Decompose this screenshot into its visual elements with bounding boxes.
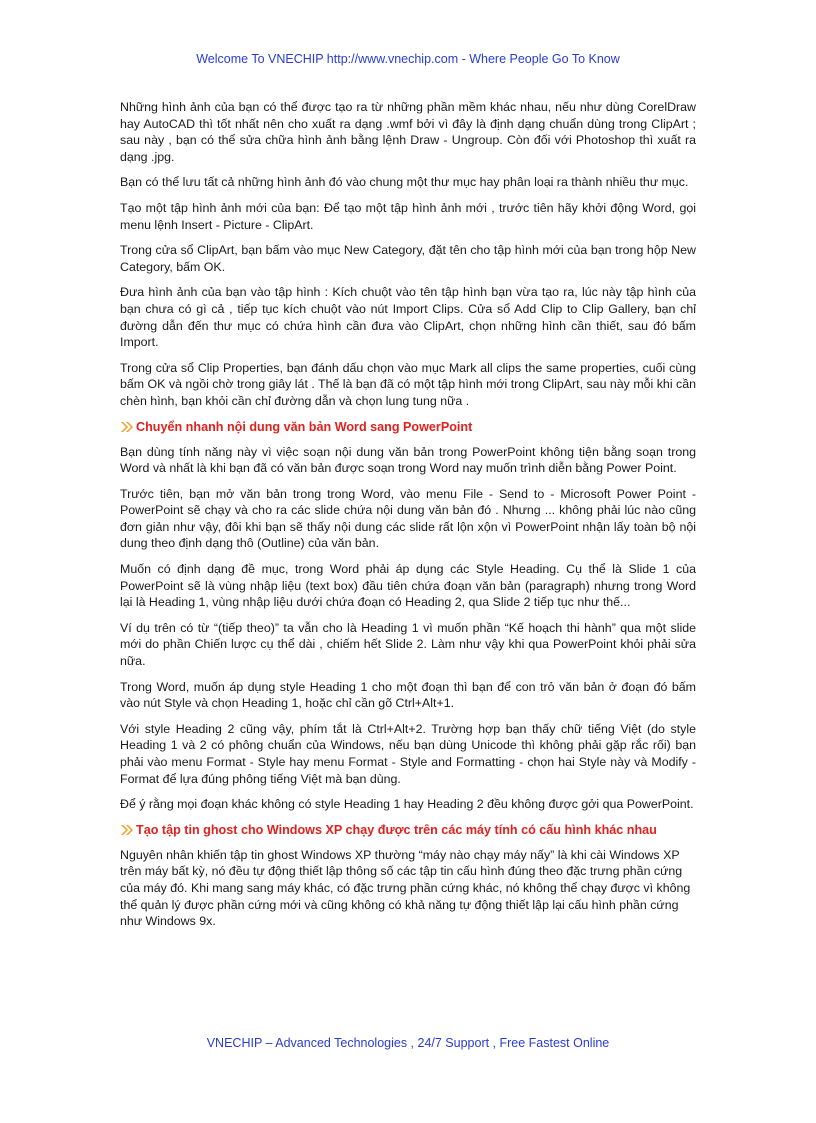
paragraph: Trước tiên, bạn mở văn bản trong trong Word, vào menu File - Send to - Microsoft Power Point - PowerPoint sẽ chạy và cho ra các slide chứa nội dung văn bản đó . Nhưng ... không phải lúc nào cũng đơn giản như vậy, đôi khi bạn sẽ thấy nội dung các slide rất lộn xộn vì PowerPoint nhận lấy toàn bộ nội dung theo định dạng thô (Outline) của văn bản. xyxy=(120,486,696,551)
section-heading-text: Tạo tập tin ghost cho Windows XP chạy được trên các máy tính có cấu hình khác nhau xyxy=(136,822,657,837)
paragraph: Trong cửa sổ ClipArt, bạn bấm vào mục New Category, đặt tên cho tập hình mới của bạn trong hộp New Category, bấm OK. xyxy=(120,243,696,274)
section-heading-text: Chuyển nhanh nội dung văn bản Word sang PowerPoint xyxy=(136,419,473,434)
paragraph: Trong Word, muốn áp dụng style Heading 1 cho một đoạn thì bạn để con trỏ văn bản ở đoạn đó bấm vào nút Style và chọn Heading 1, hoặc chỉ cần gõ Ctrl+Alt+1. xyxy=(120,679,696,711)
double-chevron-right-icon xyxy=(120,824,134,836)
double-chevron-right-icon xyxy=(120,421,134,433)
paragraph: Tạo một tập hình ảnh mới của bạn: Để tạo một tập hình ảnh mới , trước tiên hãy khởi động Word, gọi menu lệnh Insert - Picture - ClipArt. xyxy=(120,200,696,232)
paragraph: Đưa hình ảnh của bạn vào tập hình : Kích chuột vào tên tập hình bạn vừa tạo ra, lúc này tập hình của bạn chưa có gì cả , tiếp tục kích chuột vào nút Import Clips. Cửa sổ Add Clip to Clip Gallery, bạn chỉ đường dẫn đến thư mục có chứa hình cần đưa vào ClipArt, chọn những hình cần thiết, sau đó bấm Import. xyxy=(120,285,696,350)
paragraph: Để ý rằng mọi đoạn khác không có style Heading 1 hay Heading 2 đều không được gởi qua PowerPoint. xyxy=(120,797,694,812)
document-body xyxy=(120,99,696,939)
paragraph: Bạn có thể lưu tất cả những hình ảnh đó vào chung một thư mục hay phân loại ra thành nhiều thư mục. xyxy=(120,175,689,190)
paragraph: Muốn có định dạng đề mục, trong Word phải áp dụng các Style Heading. Cụ thể là Slide 1 của PowerPoint sẽ là vùng nhập liệu (text box) đầu tiên chứa đoạn văn bản (paragraph) nhưng trong Word lại là Heading 1, vùng nhập liệu dưới chứa đoạn có Heading 2, qua Slide 2 tiếp tục như thế... xyxy=(120,562,696,610)
paragraph: Những hình ảnh của bạn có thể được tạo ra từ những phần mềm khác nhau, nếu như dùng CorelDraw hay AutoCAD thì tốt nhất nên cho xuất ra dạng .wmf bởi vì đây là định dạng chuẩn dùng trong ClipArt ; sau này , bạn có thể sửa chữa hình ảnh bằng lệnh Draw - Ungroup. Còn đối với Photoshop thì xuất ra dạng .jpg. xyxy=(120,100,696,164)
paragraph: Nguyên nhân khiến tập tin ghost Windows XP thường “máy nào chạy máy nấy” là khi cài Windows XP trên máy bất kỳ, nó đều tự động thiết lập thông số các tập tin cấu hình đúng theo đặc trưng phần cứng của máy đó. Khi mang sang máy khác, có đặc trưng phần cứng khác, nó không thể chạy được vì không thể quản lý được phần cứng mới và cũng không có khả năng tự động thiết lập lại cấu hình phần cứng như Windows 9x. xyxy=(120,847,691,929)
section-heading xyxy=(120,419,696,435)
paragraph: Bạn dùng tính năng này vì việc soạn nội dung văn bản trong PowerPoint không tiện bằng soạn trong Word và nhất là khi bạn đã có văn bản được soạn trong Word nay muốn trình diễn bằng Power Point. xyxy=(120,444,696,476)
paragraph: Với style Heading 2 cũng vậy, phím tắt là Ctrl+Alt+2. Trường hợp bạn thấy chữ tiếng Việt (do style Heading 1 và 2 có phông chuẩn của Windows, nếu bạn dùng Unicode thì không phải gặp rắc rối) bạn phải vào menu Format - Style hay menu Format - Style and Formatting - chọn hai Style này và Modify - Format để lựa đúng phông tiếng Việt mà bạn dùng. xyxy=(120,721,696,786)
paragraph: Trong cửa sổ Clip Properties, bạn đánh dấu chọn vào mục Mark all clips the same properties, cuối cùng bấm OK và ngồi chờ trong giây lát . Thế là bạn đã có một tập hình mới trong ClipArt, sau này mỗi khi cần chèn hình, bạn khỏi cần chỉ đường dẫn và chọn lung tung nữa . xyxy=(120,360,696,408)
paragraph: Ví dụ trên có từ “(tiếp theo)” ta vẫn cho là Heading 1 vì muốn phần “Kế hoạch thi hành” qua một slide mới do phần Chiến lược cụ thể dài , chiếm hết Slide 2. Làm như vậy khi qua PowerPoint khỏi phải sửa nữa. xyxy=(120,620,696,669)
page-header: Welcome To VNECHIP http://www.vnechip.com - Where People Go To Know xyxy=(196,52,620,66)
page-footer: VNECHIP – Advanced Technologies , 24/7 Support , Free Fastest Online xyxy=(206,1036,610,1050)
section-heading xyxy=(120,822,696,838)
